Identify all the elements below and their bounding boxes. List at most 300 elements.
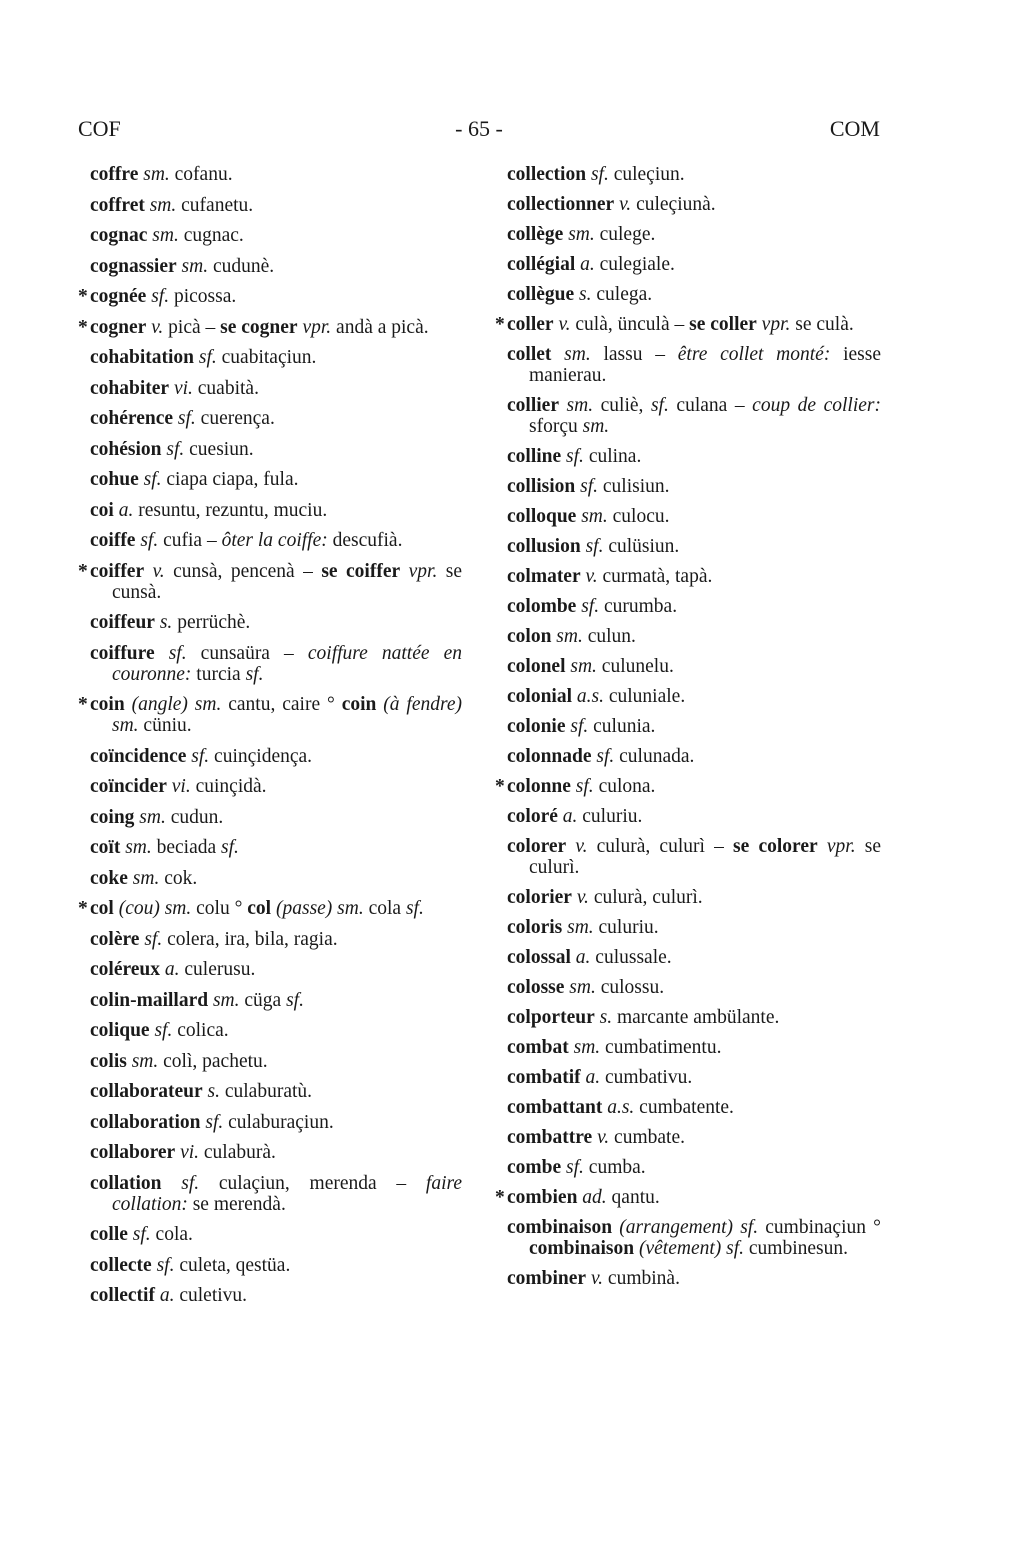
- entry-headword: cohue: [90, 469, 139, 490]
- entry-grammar-label: sm.: [212, 989, 240, 1011]
- entry-text: culeçiunà.: [631, 194, 716, 215]
- entry-headword: coin: [341, 694, 377, 715]
- entry-text: colica.: [172, 1020, 229, 1041]
- entry-text: colu °: [191, 898, 248, 919]
- entry-grammar-label: v.: [597, 1127, 610, 1148]
- entry-grammar-label: sf.: [566, 1157, 584, 1178]
- entry-headword: cohabiter: [90, 377, 170, 399]
- dictionary-entry: [90, 837, 462, 858]
- entry-text: cüniu.: [138, 715, 192, 736]
- entry-headword: colosse: [507, 977, 565, 998]
- entry-text: culaburà.: [199, 1142, 276, 1163]
- entry-headword: coke: [90, 867, 128, 889]
- entry-headword: collégial: [507, 254, 576, 275]
- dictionary-entry: [507, 1097, 881, 1118]
- entry-headword: coloris: [507, 917, 563, 938]
- entry-text: culüsiun.: [603, 536, 680, 557]
- dictionary-entry: [90, 746, 462, 767]
- dictionary-entry: [90, 469, 462, 490]
- entry-text: cunsà, pencenà –: [164, 560, 322, 582]
- dictionary-entry: [507, 536, 881, 557]
- entry-grammar-label: sm.: [556, 626, 583, 647]
- entry-grammar-label: faire collation:: [112, 1172, 463, 1215]
- dictionary-entry: [90, 898, 462, 919]
- entry-grammar-label: sf.: [143, 469, 162, 490]
- entry-grammar-label: (vêtement) sf.: [638, 1238, 745, 1259]
- entry-grammar-label: (à fendre) sm.: [112, 694, 463, 736]
- entry-headword: cognée: [90, 286, 147, 307]
- entry-headword: collision: [507, 476, 576, 497]
- entry-text: cugnac.: [178, 225, 244, 246]
- entry-grammar-label: sf.: [221, 837, 239, 858]
- entry-grammar-label: sf.: [205, 1111, 224, 1133]
- dictionary-entry: [507, 1067, 881, 1088]
- dictionary-entry: [507, 1187, 881, 1208]
- entry-text: culaburatù.: [219, 1081, 313, 1102]
- entry-text: culege.: [594, 224, 656, 245]
- entry-text: qantu.: [606, 1187, 660, 1208]
- entry-grammar-label: a.s.: [607, 1097, 635, 1118]
- entry-grammar-label: vpr.: [408, 560, 438, 582]
- entry-text: culerusu.: [179, 959, 256, 980]
- entry-text: cumbativu.: [600, 1067, 693, 1088]
- entry-headword: col: [247, 898, 272, 919]
- entry-grammar-label: sm.: [564, 344, 591, 365]
- entry-headword: colorier: [507, 887, 572, 908]
- dictionary-entry: [507, 314, 881, 335]
- dictionary-entry: [90, 378, 462, 399]
- entry-text: culana –: [668, 395, 753, 416]
- entry-grammar-label: sm.: [570, 656, 597, 677]
- entry-text: se culà.: [790, 314, 854, 335]
- entry-grammar-label: v.: [585, 566, 598, 587]
- dictionary-entry: [90, 1285, 462, 1306]
- entry-headword: collusion: [507, 536, 581, 557]
- entry-grammar-label: sf.: [140, 530, 159, 551]
- entry-headword: combe: [507, 1157, 562, 1178]
- entry-text: cufanetu.: [176, 194, 254, 216]
- entry-grammar-label: (arrangement) sf.: [619, 1217, 759, 1238]
- entry-grammar-label: a.: [164, 959, 180, 980]
- dictionary-entry: [507, 566, 881, 587]
- entry-grammar-label: sf.: [245, 663, 264, 685]
- entry-headword: colporteur: [507, 1007, 595, 1028]
- dictionary-entry: [507, 224, 881, 245]
- entry-headword: coi: [90, 499, 114, 521]
- entry-text: cumbinesun.: [744, 1238, 849, 1259]
- dictionary-entry: [90, 1112, 462, 1133]
- entry-grammar-label: vi.: [171, 776, 191, 797]
- entry-grammar-label: sf.: [154, 1020, 173, 1041]
- entry-text: [155, 643, 169, 664]
- entry-headword: colline: [507, 446, 562, 467]
- entry-text: cufia –: [158, 530, 222, 551]
- dictionary-entry: [90, 929, 462, 950]
- entry-text: culiè,: [593, 395, 651, 416]
- entry-grammar-label: sm.: [581, 506, 608, 527]
- entry-grammar-label: a.: [585, 1067, 601, 1088]
- entry-headword: combatif: [507, 1067, 581, 1088]
- entry-headword: collier: [507, 395, 559, 416]
- dictionary-entry: [507, 917, 881, 938]
- entry-grammar-label: sf.: [181, 1172, 200, 1194]
- entry-grammar-label: sm.: [181, 255, 209, 277]
- entry-headword: coin: [90, 694, 125, 715]
- entry-grammar-label: s.: [207, 1081, 220, 1102]
- entry-text: cola.: [150, 1224, 193, 1245]
- entry-text: [400, 561, 408, 582]
- entry-text: curumba.: [599, 596, 678, 617]
- entry-headword: colis: [90, 1050, 127, 1072]
- entry-grammar-label: a.: [159, 1285, 175, 1306]
- entry-grammar-label: sf.: [177, 408, 196, 429]
- entry-grammar-label: sm.: [131, 1050, 159, 1072]
- entry-headword: coffre: [90, 164, 139, 185]
- dictionary-entry: [507, 776, 881, 797]
- entry-text: culurà, culurì –: [587, 836, 734, 857]
- entry-grammar-label: a.: [575, 947, 591, 968]
- entry-grammar-label: v.: [619, 194, 632, 215]
- entry-grammar-label: (passe) sm.: [275, 898, 364, 919]
- entry-text: resuntu, rezuntu, muciu.: [133, 499, 328, 521]
- entry-text: cumbinà.: [603, 1268, 680, 1289]
- dictionary-entry: [507, 626, 881, 647]
- dictionary-entry: [507, 506, 881, 527]
- dictionary-entry: [90, 164, 462, 185]
- dictionary-entry: [90, 347, 462, 368]
- entry-text: culina.: [583, 446, 642, 467]
- dictionary-entry: [90, 1051, 462, 1072]
- entry-headword: colloque: [507, 506, 577, 527]
- entry-text: culunia.: [588, 716, 656, 737]
- entry-grammar-label: ad.: [582, 1187, 607, 1208]
- entry-headword: combattant: [507, 1097, 603, 1118]
- dictionary-entry: [507, 254, 881, 275]
- entry-grammar-label: ôter la coiffe:: [221, 530, 328, 551]
- entry-grammar-label: a.s.: [576, 686, 604, 707]
- entry-grammar-label: sf.: [132, 1224, 151, 1245]
- entry-text: [818, 836, 827, 857]
- entry-grammar-label: sf.: [585, 536, 604, 557]
- dictionary-entry: [507, 977, 881, 998]
- entry-grammar-label: s.: [599, 1007, 613, 1028]
- entry-grammar-label: sf.: [580, 476, 599, 497]
- entry-headword: combinaison: [529, 1238, 635, 1259]
- entry-grammar-label: sm.: [125, 837, 152, 858]
- entry-text: ciapa ciapa, fula.: [161, 469, 299, 490]
- dictionary-entry: [507, 344, 881, 386]
- entry-text: descufià.: [327, 530, 403, 551]
- entry-text: cok.: [159, 867, 198, 889]
- entry-grammar-label: sm.: [569, 977, 596, 998]
- entry-headword: coiffeur: [90, 612, 155, 633]
- entry-text: culuniale.: [603, 686, 686, 707]
- right-column: [507, 164, 881, 1298]
- entry-headword: se cogner: [220, 316, 298, 338]
- entry-text: andà a picà.: [331, 316, 429, 338]
- dictionary-entry: [507, 947, 881, 968]
- dictionary-entry: [507, 1268, 881, 1289]
- header-right-guide-word: COM: [829, 116, 880, 141]
- entry-text: cuerença.: [195, 408, 275, 429]
- entry-text: culunelu.: [596, 656, 674, 677]
- entry-headword: coloré: [507, 806, 558, 827]
- dictionary-entry: [90, 1020, 462, 1041]
- entry-headword: colonne: [507, 776, 571, 797]
- entry-text: cuabitaçiun.: [216, 347, 317, 368]
- dictionary-entry: [507, 656, 881, 677]
- entry-headword: cogner: [90, 316, 147, 338]
- entry-text: cumbatente.: [634, 1097, 734, 1118]
- dictionary-entry: [90, 694, 462, 736]
- entry-grammar-label: sf.: [566, 446, 584, 467]
- entry-text: culuriu.: [577, 806, 643, 827]
- entry-headword: cohabitation: [90, 347, 195, 368]
- dictionary-entry: [90, 1081, 462, 1102]
- dictionary-entry: [90, 1173, 462, 1215]
- entry-grammar-label: sm.: [149, 194, 177, 216]
- dictionary-entry: [90, 1255, 462, 1276]
- entry-headword: collaborer: [90, 1142, 176, 1163]
- entry-text: colera, ira, bila, ragia.: [162, 928, 338, 950]
- dictionary-entry: [90, 530, 462, 551]
- entry-grammar-label: sm.: [152, 225, 179, 246]
- entry-text: culona.: [593, 776, 656, 797]
- entry-grammar-label: sf.: [198, 347, 217, 368]
- entry-text: sforçu: [529, 416, 583, 437]
- entry-text: culun.: [582, 626, 636, 647]
- entry-headword: colère: [90, 928, 140, 950]
- dictionary-entry: [507, 836, 881, 878]
- entry-headword: coing: [90, 806, 135, 828]
- entry-text: marcante ambülante.: [612, 1007, 780, 1028]
- entry-text: [125, 694, 132, 715]
- entry-grammar-label: (cou) sm.: [118, 898, 192, 919]
- entry-grammar-label: sm.: [143, 164, 170, 185]
- left-column: [90, 164, 462, 1316]
- dictionary-entry: [90, 256, 462, 277]
- entry-grammar-label: s.: [159, 612, 173, 633]
- entry-headword: collaborateur: [90, 1081, 203, 1102]
- dictionary-entry: [90, 561, 462, 603]
- entry-grammar-label: v.: [151, 316, 164, 338]
- entry-text: culisiun.: [598, 476, 670, 497]
- entry-text: se cunsà.: [112, 560, 463, 603]
- entry-headword: coiffure: [90, 642, 155, 664]
- entry-headword: colonel: [507, 656, 566, 677]
- page-header: [78, 116, 880, 150]
- dictionary-entry: [507, 1037, 881, 1058]
- dictionary-entry: [90, 500, 462, 521]
- entry-grammar-label: sf.: [581, 596, 600, 617]
- entry-grammar-label: sf.: [144, 928, 163, 950]
- entry-text: culaçiun, merenda –: [199, 1172, 426, 1194]
- entry-headword: cohésion: [90, 438, 162, 460]
- dictionary-entry: [507, 887, 881, 908]
- entry-headword: colombe: [507, 596, 577, 617]
- dictionary-entry: [507, 164, 881, 185]
- entry-headword: colon: [507, 626, 552, 647]
- dictionary-entry: [90, 317, 462, 338]
- entry-text: picossa.: [169, 286, 237, 307]
- entry-grammar-label: vi.: [173, 377, 193, 399]
- entry-grammar-label: coup de collier:: [752, 395, 881, 416]
- entry-grammar-label: sf.: [570, 716, 589, 737]
- entry-headword: collectif: [90, 1285, 155, 1306]
- entry-grammar-label: sf.: [151, 286, 170, 307]
- entry-grammar-label: a.: [118, 499, 134, 521]
- dictionary-entry: [507, 596, 881, 617]
- dictionary-entry: [507, 1007, 881, 1028]
- dictionary-entry: [507, 1127, 881, 1148]
- dictionary-entry: [507, 1157, 881, 1178]
- entry-headword: colmater: [507, 566, 581, 587]
- entry-headword: cognassier: [90, 255, 177, 277]
- dictionary-entry: [507, 686, 881, 707]
- entry-grammar-label: sf.: [168, 642, 187, 664]
- entry-text: cumbatimentu.: [600, 1037, 722, 1058]
- entry-headword: collection: [507, 164, 587, 185]
- entry-grammar-label: a.: [580, 254, 595, 275]
- entry-grammar-label: s.: [579, 284, 592, 305]
- dictionary-entry: [90, 643, 462, 685]
- entry-headword: coléreux: [90, 959, 161, 980]
- entry-text: [551, 344, 564, 365]
- dictionary-entry: [90, 612, 462, 633]
- entry-grammar-label: sf.: [405, 898, 424, 919]
- entry-grammar-label: v.: [576, 887, 589, 908]
- entry-text: cantu, caire °: [221, 694, 342, 715]
- entry-text: culussale.: [590, 947, 672, 968]
- entry-text: cuesiun.: [184, 438, 254, 460]
- entry-text: [559, 395, 567, 416]
- dictionary-entry: [90, 776, 462, 797]
- entry-headword: coït: [90, 837, 121, 858]
- entry-text: culossu.: [595, 977, 665, 998]
- entry-text: culeta, qestüa.: [174, 1254, 291, 1276]
- entry-headword: col: [90, 898, 114, 919]
- entry-text: culurà, culurì.: [588, 887, 703, 908]
- entry-text: cumbinaçiun °: [758, 1217, 881, 1238]
- dictionary-entry: [507, 806, 881, 827]
- entry-grammar-label: sf.: [156, 1254, 175, 1276]
- entry-headword: colonnade: [507, 746, 592, 767]
- entry-headword: colossal: [507, 947, 571, 968]
- entry-text: cuinçidença.: [209, 745, 313, 767]
- entry-headword: colonial: [507, 686, 573, 707]
- entry-grammar-label: sm.: [573, 1037, 601, 1058]
- entry-text: culocu.: [607, 506, 670, 527]
- entry-grammar-label: (angle) sm.: [131, 694, 222, 715]
- entry-text: culaburaçiun.: [223, 1111, 334, 1133]
- dictionary-entry: [90, 439, 462, 460]
- dictionary-entry: [90, 959, 462, 980]
- dictionary-entry: [90, 807, 462, 828]
- entry-grammar-label: sf.: [650, 395, 669, 416]
- entry-headword: colonie: [507, 716, 566, 737]
- entry-headword: collège: [507, 224, 564, 245]
- entry-headword: colique: [90, 1020, 150, 1041]
- entry-text: se culurì.: [529, 836, 882, 878]
- entry-text: cuabità.: [192, 377, 259, 399]
- dictionary-entry: [507, 194, 881, 215]
- entry-headword: se coller: [689, 314, 757, 335]
- entry-text: cüga: [239, 989, 287, 1011]
- header-left-guide-word: COF: [78, 116, 121, 141]
- dictionary-entry: [90, 408, 462, 429]
- entry-text: culunada.: [614, 746, 695, 767]
- entry-headword: coller: [507, 314, 554, 335]
- entry-grammar-label: sf.: [596, 746, 615, 767]
- entry-text: culà, ünculà –: [570, 314, 690, 335]
- entry-grammar-label: sf.: [590, 164, 609, 185]
- entry-grammar-label: vpr.: [826, 836, 856, 857]
- entry-grammar-label: sm.: [139, 806, 166, 828]
- page-number: - 65 -: [455, 116, 503, 141]
- entry-grammar-label: sf.: [575, 776, 594, 797]
- entry-grammar-label: être collet monté:: [677, 344, 831, 365]
- entry-headword: collation: [90, 1172, 162, 1194]
- entry-headword: combien: [507, 1187, 578, 1208]
- entry-headword: combat: [507, 1037, 569, 1058]
- entry-headword: cohérence: [90, 408, 174, 429]
- entry-headword: collet: [507, 344, 552, 365]
- entry-text: cuinçidà.: [190, 776, 267, 797]
- entry-text: cola: [363, 898, 406, 919]
- entry-text: lassu –: [590, 344, 678, 365]
- entry-text: [162, 1173, 182, 1194]
- entry-grammar-label: v.: [575, 836, 588, 857]
- dictionary-entry: [507, 446, 881, 467]
- entry-text: beciada: [151, 837, 222, 858]
- entry-grammar-label: sm.: [566, 395, 594, 416]
- dictionary-entry: [507, 746, 881, 767]
- entry-headword: combiner: [507, 1268, 587, 1289]
- entry-headword: colin-maillard: [90, 989, 209, 1011]
- entry-grammar-label: vpr.: [302, 316, 332, 338]
- entry-grammar-label: sm.: [132, 867, 160, 889]
- entry-grammar-label: sm.: [568, 224, 595, 245]
- entry-text: culega.: [591, 284, 653, 305]
- dictionary-entry: [507, 395, 881, 437]
- entry-text: [144, 561, 152, 582]
- dictionary-entry: [90, 1224, 462, 1245]
- entry-text: turcia: [191, 663, 246, 685]
- entry-headword: se colorer: [733, 836, 818, 857]
- entry-text: cumba.: [583, 1157, 646, 1178]
- entry-grammar-label: a.: [562, 806, 578, 827]
- entry-text: cudunè.: [208, 255, 275, 277]
- dictionary-entry: [507, 1217, 881, 1259]
- entry-grammar-label: sf.: [166, 438, 185, 460]
- entry-text: iesse manierau.: [529, 344, 882, 386]
- entry-grammar-label: sf.: [191, 745, 210, 767]
- entry-text: [566, 836, 575, 857]
- entry-headword: coiffer: [90, 560, 145, 582]
- entry-headword: cognac: [90, 225, 148, 246]
- entry-grammar-label: sm.: [582, 416, 610, 437]
- entry-headword: colle: [90, 1224, 128, 1245]
- dictionary-entry: [90, 990, 462, 1011]
- entry-text: cudun.: [165, 806, 224, 828]
- entry-headword: combattre: [507, 1127, 593, 1148]
- entry-headword: coffret: [90, 194, 145, 216]
- entry-headword: collaboration: [90, 1111, 201, 1133]
- entry-grammar-label: vpr.: [761, 314, 791, 335]
- entry-headword: coïncider: [90, 776, 167, 797]
- entry-headword: coiffe: [90, 530, 136, 551]
- entry-headword: collectionner: [507, 194, 615, 215]
